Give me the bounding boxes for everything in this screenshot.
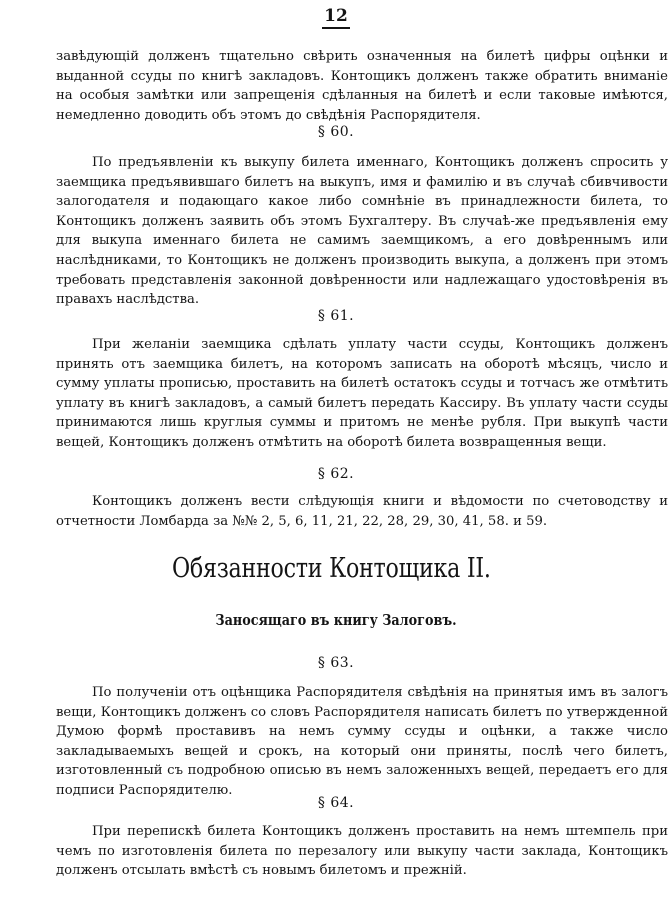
section-heading: Обязанности Контощика II. [172, 553, 491, 584]
section-number-63: § 63. [317, 655, 355, 671]
section-subheading: Заносящаго въ книгу Залоговъ. [215, 611, 457, 629]
paragraph-60: По предъявленіи къ выкупу билета именнаго, Контощикъ долженъ спросить у заемщика предъявившаго билетъ на выкупъ, имя и фамилію и въ случаѣ сбивчивости залогодателя и подающаго какое либо сомнѣніе въ принадлежности билета, то Контощикъ долженъ заявить объ этомъ Бухгалтеру. Въ случаѣ-же предъявленія ему для выкупа именнаго билета не самимъ заемщикомъ, а его довѣреннымъ или наслѣдниками, то Контощикъ не долженъ производить выкупа, а долженъ при этомъ требовать представленія законной довѣренности или надлежащаго удостовѣренія въ правахъ наслѣдства. [56, 155, 668, 308]
page-number: 12 [0, 6, 672, 26]
section-number-61: § 61. [317, 308, 355, 324]
paragraph-62: Контощикъ долженъ вести слѣдующія книги и вѣдомости по счетоводству и отчетности Ломбарда за №№ 2, 5, 6, 11, 21, 22, 28, 29, 30, 41, 58. и 59. [56, 494, 668, 529]
section-number-60: § 60. [317, 124, 355, 140]
paragraph-63: По полученіи отъ оцѣнщика Распорядителя свѣдѣнія на принятыя имъ въ залогъ вещи, Контощикъ долженъ со словъ Распорядителя написать билетъ по утвержденной Думою формѣ проставивъ на немъ сумму ссуды и оцѣнки, а также число закладываемыхъ вещей и срокъ, на который они приняты, послѣ чего билетъ, изготовленный съ подробною описью въ немъ заложенныхъ вещей, передаетъ его для подписи Распорядителю. [56, 685, 668, 798]
paragraph-continuation: завѣдующій долженъ тщательно свѣрить означенныя на билетѣ цифры оцѣнки и выданной ссуды по книгѣ закладовъ. Контощикъ долженъ также обратить вниманіе на особыя замѣтки или запрещенія сдѣланныя на билетѣ и если таковые имѣются, немедленно доводить объ этомъ до свѣдѣнія Распорядителя. [56, 49, 668, 123]
section-number-64: § 64. [317, 795, 355, 811]
section-number-62: § 62. [317, 466, 355, 482]
paragraph-61: При желаніи заемщика сдѣлать уплату части ссуды, Контощикъ долженъ принять отъ заемщика билетъ, на которомъ записать на оборотѣ мѣсяцъ, число и сумму уплаты прописью, проставить на билетѣ остатокъ ссуды и тотчасъ же отмѣтить уплату въ книгѣ закладовъ, а самый билетъ передать Кассиру. Въ уплату части ссуды принимаются лишь круглыя суммы и притомъ не менѣе рубля. При выкупѣ части вещей, Контощикъ долженъ отмѣтить на оборотѣ билета возвращенныя вещи. [56, 337, 668, 450]
paragraph-64: При перепискѣ билета Контощикъ долженъ проставить на немъ штемпель при чемъ по изготовленія билета по перезалогу или выкупу части заклада, Контощикъ долженъ отсылать вмѣстѣ съ новымъ билетомъ и прежній. [56, 824, 668, 879]
